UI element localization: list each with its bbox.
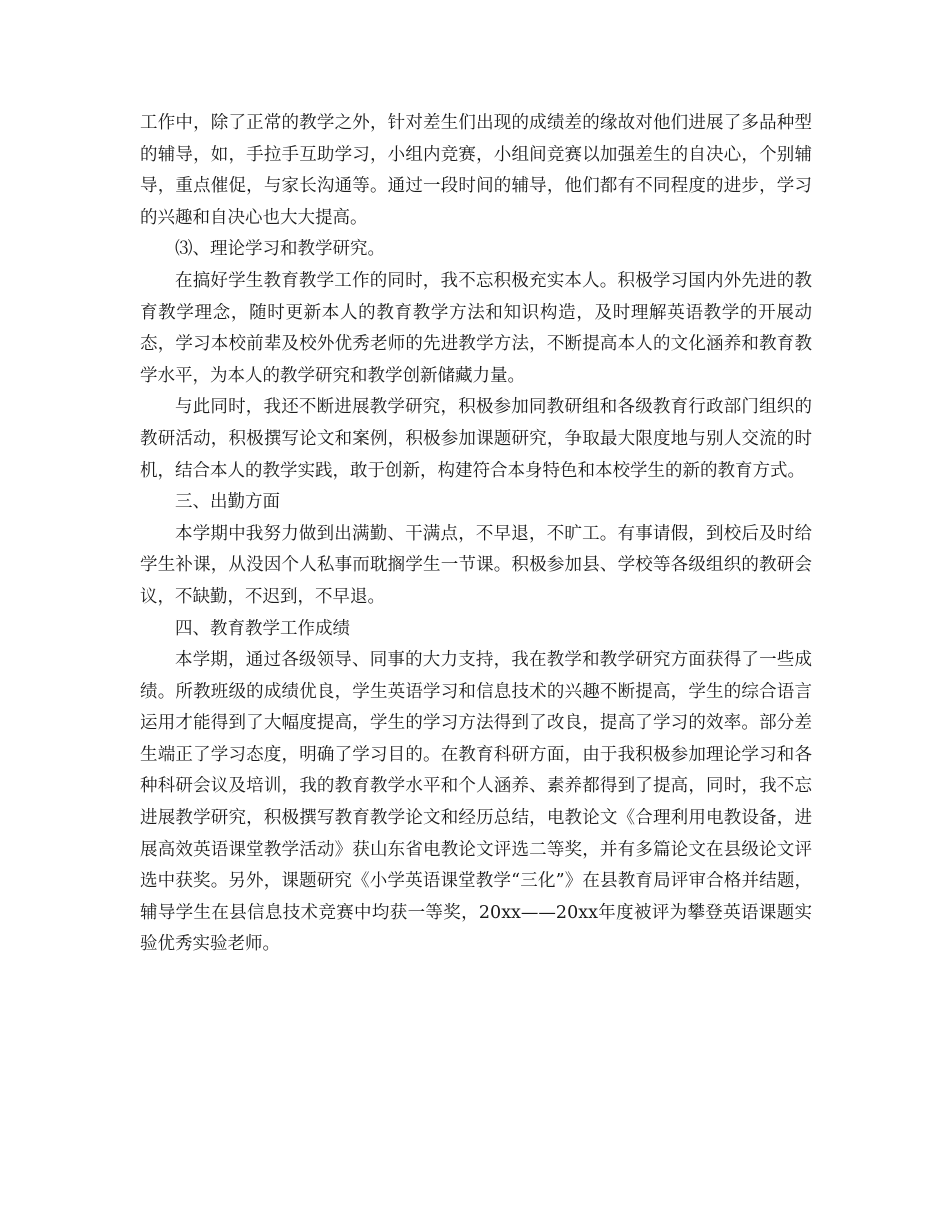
paragraph-achievements: 本学期，通过各级领导、同事的大力支持，我在教学和教学研究方面获得了一些成绩。所教班级的成绩优良，学生英语学习和信息技术的兴趣不断提高，学生的综合语言运用才能得到了大幅度提高，学生的学习方法得到了改良，提高了学习的效率。部分差生端正了学习态度，明确了学习目的。在教育科研方面，由于我积极参加理论学习和各种科研会议及培训，我的教育教学水平和个人涵养、素养都得到了提高，同时，我不忘进展教学研究，积极撰写教育教学论文和经历总结，电教论文《合理利用电教设备，进展高效英语课堂教学活动》获山东省电教论文评选二等奖，并有多篇论文在县级论文评选中获奖。另外，课题研究《小学英语课堂教学“三化”》在县教育局评审合格并结题，辅导学生在县信息技术竞赛中均获一等奖，20xx——20xx年度被评为攀登英语课题实验优秀实验老师。 (140, 650, 812, 955)
subheading-theory-study: ⑶、理论学习和教学研究。 (175, 239, 385, 260)
paragraph-self-improvement: 在搞好学生教育教学工作的同时，我不忘积极充实本人。积极学习国内外先进的教育教学理念，随时更新本人的教育教学方法和知识构造，及时理解英语教学的开展动态，学习本校前辈及校外优秀老师的先进教学方法，不断提高本人的文化涵养和教育教学水平，为本人的教学研究和教学创新储藏力量。 (140, 270, 812, 386)
paragraph-continuation: 工作中，除了正常的教学之外，针对差生们出现的成绩差的缘故对他们进展了多品种型的辅导，如，手拉手互助学习，小组内竞赛，小组间竞赛以加强差生的自决心，个别辅导，重点催促，与家长沟通等。通过一段时间的辅导，他们都有不同程度的进步，学习的兴趣和自决心也大大提高。 (140, 113, 812, 228)
heading-attendance: 三、出勤方面 (175, 492, 280, 513)
paragraph-attendance: 本学期中我努力做到出满勤、干满点，不早退，不旷工。有事请假，到校后及时给学生补课，从没因个人私事而耽搁学生一节课。积极参加县、学校等各级组织的教研会议，不缺勤，不迟到，不早退。 (140, 523, 812, 607)
document-body (140, 108, 812, 961)
paragraph-teaching-research: 与此同时，我还不断进展教学研究，积极参加同教研组和各级教育行政部门组织的教研活动，积极撰写论文和案例，积极参加课题研究，争取最大限度地与别人交流的时机，结合本人的教学实践，敢于创新，构建符合本身特色和本校学生的新的教育方式。 (140, 397, 812, 481)
heading-achievements: 四、教育教学工作成绩 (175, 618, 350, 639)
